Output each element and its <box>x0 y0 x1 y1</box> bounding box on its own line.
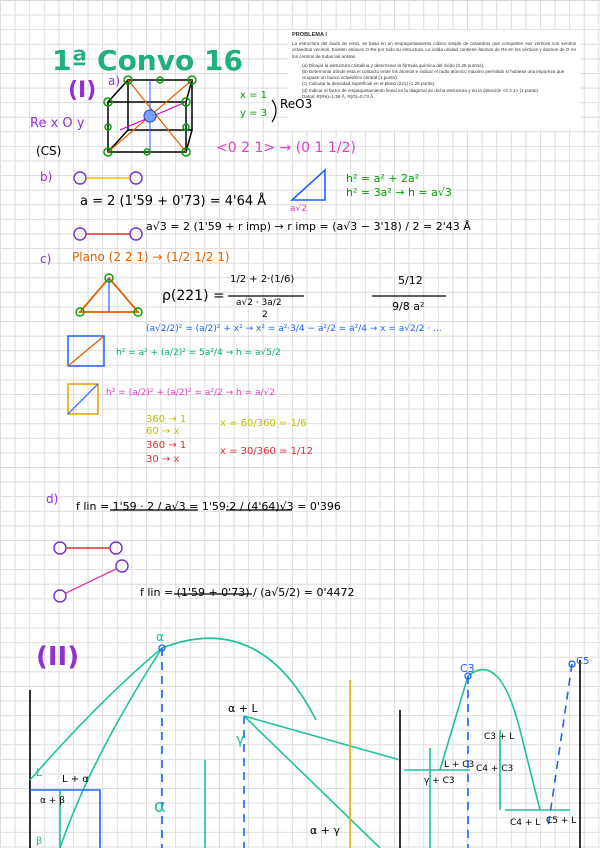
rho-label: ρ(221) = <box>162 288 225 304</box>
notes-title: 1ª Convo 16 <box>52 44 243 77</box>
rho-denominator-2: 2 <box>262 310 268 320</box>
phase-C4-L: C4 + L <box>510 818 541 828</box>
part1-label: (I) <box>68 78 97 103</box>
triangle-b <box>292 170 325 200</box>
proportion-3: x = 60/360 = 1/6 <box>220 418 307 429</box>
phase-C3: C3 <box>460 662 475 675</box>
proportion-1: 360 → 1 <box>146 414 187 425</box>
problem-item-d: (d) Indicar el factor de empaquetamiento lineal en la diagonal de dicha estructura y en la dirección <0 2 1> (1 punto). <box>302 87 540 93</box>
h-equation: h² = a² + 2a² <box>346 172 420 185</box>
x-eq: x = 1 <box>240 90 268 101</box>
phase-alpha-gamma: α + γ <box>310 824 340 837</box>
cs-label: (CS) <box>36 144 62 158</box>
problem-title: PROBLEMA I <box>292 32 327 38</box>
rexoy-label: Re x O y <box>30 116 85 131</box>
h-small-2: h² = (a/2)² + (a/2)² = a²/2 → h = a/√2 <box>106 388 276 398</box>
phase-L-C3: L + C3 <box>444 760 475 770</box>
phase-L: L <box>36 766 43 779</box>
problem-item-c: (c) Calcular la densidad superficial en el plano (221) (1.25 punto). <box>302 81 436 87</box>
direction-note: <0 2 1> → (0 1 1/2) <box>216 140 356 156</box>
phase-alpha: α <box>154 796 166 817</box>
rho-result-num: 5/12 <box>398 274 423 287</box>
phase-alpha-beta: α + β <box>40 796 65 806</box>
rho-numerator: 1/2 + 2·(1/6) <box>230 274 295 285</box>
proportion-6: x = 30/360 = 1/12 <box>220 446 314 457</box>
problem-intro: La estructura del óxido de renio, se basa en un empaquetamiento cúbico simple de octaedros que comparten sus vértices con sendos octaedros vecinos. Existen enlaces O-Re por todo su estructura. La celda unidad contiene átomos de Re en los vértices y átomos de O en los centros de todas las aristas. <box>292 41 576 59</box>
label-c: c) <box>40 252 52 266</box>
a-root2-label: a√2 <box>290 204 307 214</box>
phase-C5-L: C5 + L <box>546 816 577 826</box>
label-b: b) <box>40 170 53 184</box>
formula: ReO3 <box>280 97 313 111</box>
proportion-2: 60 → x <box>146 426 180 437</box>
phase-diagram <box>30 638 580 848</box>
phase-gamma-C3: γ + C3 <box>424 776 455 786</box>
label-a: a) <box>108 74 121 88</box>
phase-C3-L: C3 + L <box>484 732 515 742</box>
y-eq: y = 3 <box>240 108 268 119</box>
b-equation-1: a = 2 (1'59 + 0'73) = 4'64 Å <box>80 194 267 209</box>
phase-gamma: γ <box>236 732 245 748</box>
phase-beta: β <box>36 836 43 847</box>
h-equation-2: h² = 3a² → h = a√3 <box>346 186 452 199</box>
b-equation-2: a√3 = 2 (1'59 + r imp) → r imp = (a√3 − 3'18) / 2 = 2'43 Å <box>146 220 471 233</box>
f-lin-2: f lin = (1'59 + 0'73) / (a√5/2) = 0'4472 <box>140 586 355 599</box>
f-lin-1: f lin = 1'59 · 2 / a√3 = 1'59·2 / (4'64)√3 = 0'396 <box>76 500 341 513</box>
rho-result-den: 9/8 a² <box>392 300 425 313</box>
problem-item-b: (b) Determinar dónde está el contacto entre los átomos e indicar el radio atómico máximo permitido si hubiese una impureza que ocupase un hueco octaédrico central (1 punto). <box>302 69 565 81</box>
phase-C4-C3: C4 + C3 <box>476 764 514 774</box>
part2-label: (II) <box>36 642 80 672</box>
pythagoras-1: (a√2/2)² = (a/2)² + x² → x² = a²·3/4 − a²/2 = a²/4 → x = a√2/2 · ... <box>146 324 442 334</box>
h-small: h² = a² + (a/2)² = 5a²/4 → h = a√5/2 <box>116 348 281 358</box>
rho-denominator: a√2 · 3a/2 <box>236 298 282 308</box>
phase-C5: C5 <box>576 656 590 667</box>
proportion-5: 30 → x <box>146 454 180 465</box>
problem-item-a: (a) Dibujar la estructura cristalina y determinar la fórmula química del óxido (0.25 puntos). <box>302 62 485 68</box>
label-d: d) <box>46 492 59 506</box>
problem-data: Datos: R(Re)=1,59 Å, R(O)=0,73 Å. <box>302 93 375 99</box>
phase-L-alpha: L + α <box>62 774 89 785</box>
plano-note: Plano (2 2 1) → (1/2 1/2 1) <box>72 250 230 264</box>
phase-alpha-l: α + L <box>228 702 258 715</box>
center-atom <box>144 110 156 122</box>
proportion-4: 360 → 1 <box>146 440 187 451</box>
phase-alpha-top: α <box>156 630 164 644</box>
